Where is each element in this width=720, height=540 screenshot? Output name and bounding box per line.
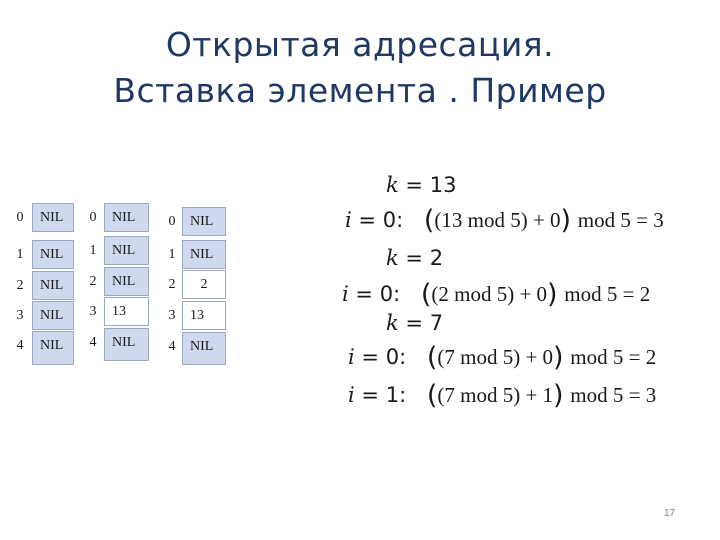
page-number: 17 [664,508,676,519]
row-index: 0 [168,214,176,229]
formula-step-4: i = 1: ((7 mod 5) + 1) mod 5 = 3 [348,380,657,411]
row-index: 3 [16,308,24,323]
row-index: 3 [168,308,176,323]
title-line-2: Вставка элемента . Пример [113,71,607,110]
slot-value: NIL [104,328,149,361]
row-index: 0 [89,210,97,225]
slot-value: NIL [104,267,149,296]
row-index: 4 [16,338,24,353]
formula-k-7: k = 7 [386,311,444,335]
slot-value: 13 [182,301,226,330]
slot-value: NIL [32,240,74,269]
slot-value: 13 [104,297,149,326]
row-index: 2 [89,274,97,289]
slot-value: NIL [104,236,149,265]
slot-value: NIL [32,301,74,330]
slot-value: NIL [104,203,149,232]
slot-value: NIL [32,331,74,365]
formula-k-2: k = 2 [386,246,444,270]
row-index: 0 [16,210,24,225]
formula-step-1: i = 0: ((13 mod 5) + 0) mod 5 = 3 [345,205,664,236]
row-index: 2 [168,277,176,292]
formula-step-3: i = 0: ((7 mod 5) + 0) mod 5 = 2 [348,342,657,373]
formula-k-13: k = 13 [386,173,457,197]
slot-value: NIL [32,271,74,300]
slot-value: 2 [182,270,226,299]
row-index: 2 [16,278,24,293]
row-index: 4 [89,335,97,350]
row-index: 3 [89,304,97,319]
slot-value: NIL [182,332,226,365]
slot-value: NIL [32,203,74,232]
slide-title [0,22,720,114]
formula-step-2: i = 0: ((2 mod 5) + 0) mod 5 = 2 [342,279,651,310]
row-index: 1 [16,247,24,262]
row-index: 4 [168,339,176,354]
slot-value: NIL [182,207,226,236]
slot-value: NIL [182,240,226,269]
title-line-1: Открытая адресация. [165,25,555,64]
row-index: 1 [89,243,97,258]
row-index: 1 [168,247,176,262]
